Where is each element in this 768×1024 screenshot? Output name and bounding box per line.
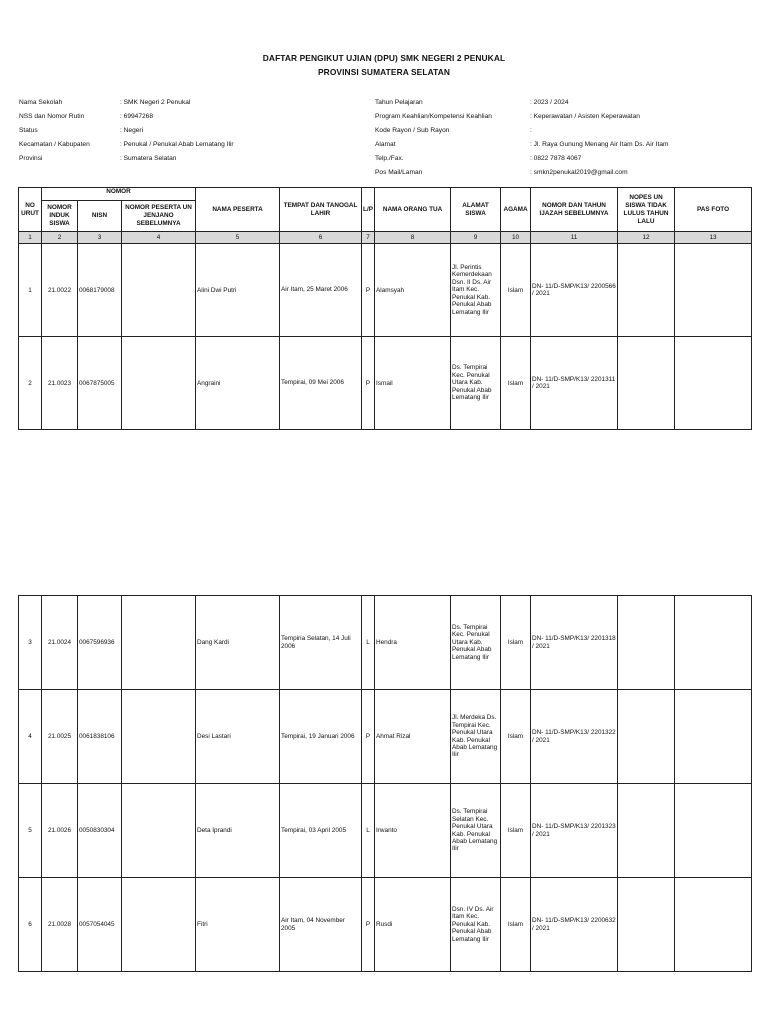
cell-no: 1: [19, 244, 42, 337]
cell-no: 4: [19, 690, 42, 784]
cell-nopes: [618, 784, 675, 878]
info-label: Kode Rayon / Sub Rayon: [375, 127, 450, 134]
document-title: DAFTAR PENGIKUT UJIAN (DPU) SMK NEGERI 2 PENUKAL: [262, 53, 506, 63]
header-nisn: NISN: [78, 201, 122, 232]
cell-ijazah: DN- 11/D-SMP/K13/ 2201311 / 2021: [531, 337, 618, 430]
info-row: [375, 166, 669, 180]
cell-lp: P: [362, 244, 375, 337]
info-row: [375, 110, 669, 124]
cell-peserta-un: [122, 690, 196, 784]
cell-induk: 21.0024: [42, 596, 78, 690]
column-number: 7: [362, 232, 375, 244]
info-row: [375, 96, 669, 110]
column-number: 9: [451, 232, 501, 244]
cell-lp: P: [362, 690, 375, 784]
column-number-row: [19, 232, 752, 244]
cell-nopes: [618, 596, 675, 690]
cell-ortu: Alamsyah: [375, 244, 451, 337]
column-number: 8: [375, 232, 451, 244]
cell-ortu: Irwanto: [375, 784, 451, 878]
cell-pas-foto: [675, 337, 752, 430]
column-number: 3: [78, 232, 122, 244]
info-label: Provinsi: [19, 155, 43, 162]
cell-lp: P: [362, 337, 375, 430]
cell-nama: Alini Dwi Putri: [196, 244, 280, 337]
participant-table-continued: [18, 595, 752, 972]
table-row: [19, 337, 752, 430]
table-row: [19, 784, 752, 878]
cell-alamat: Jl. Merdeka Ds. Tempirai Kec. Penukal Utara Kab. Penukal Abab Lematang Ilir: [451, 690, 501, 784]
info-value: : SMK Negeri 2 Penukal: [120, 99, 191, 106]
header-nama-ortu: NAMA ORANG TUA: [375, 188, 451, 232]
column-number: 11: [531, 232, 618, 244]
info-label: Nama Sekolah: [19, 99, 63, 106]
cell-induk: 21.0025: [42, 690, 78, 784]
column-number: 6: [280, 232, 362, 244]
info-value: : Penukal / Penukal Abab Lematang Ilir: [120, 141, 234, 148]
info-row: [375, 124, 669, 138]
info-value: : smkn2penukal2019@gmail.com: [530, 169, 628, 176]
info-label: NSS dan Nomor Rutin: [19, 113, 85, 120]
column-number: 4: [122, 232, 196, 244]
column-number: 13: [675, 232, 752, 244]
info-label: Pos Mail/Laman: [375, 169, 423, 176]
cell-pas-foto: [675, 596, 752, 690]
cell-induk: 21.0022: [42, 244, 78, 337]
cell-ortu: Rusdi: [375, 878, 451, 972]
info-row: [375, 152, 669, 166]
header-nomor-peserta: NOMOR PESERTA UN JENJANO SEBELUMNYA: [122, 201, 196, 232]
info-row: [19, 110, 234, 124]
cell-nama: Dang Kardi: [196, 596, 280, 690]
cell-alamat: Jl. Perintis Kemerdekaan Dsn. II Ds. Air Itam Kec. Penukal Kab. Penukal Abab Lematang Ilir: [451, 244, 501, 337]
cell-alamat: Ds. Tempirai Selatan Kec. Penukal Utara Kab. Penukal Abab Lematang Ilir: [451, 784, 501, 878]
cell-ttl: Tempirai, 09 Mei 2006: [280, 337, 362, 430]
cell-alamat: Ds. Tempirai Kec. Penukal Utara Kab. Penukal Abab Lematang Ilir: [451, 337, 501, 430]
school-info-right: [375, 96, 669, 180]
cell-pas-foto: [675, 878, 752, 972]
cell-nama: Deta Iprandi: [196, 784, 280, 878]
column-number: 10: [501, 232, 531, 244]
cell-ttl: Air Itam, 04 November 2005: [280, 878, 362, 972]
cell-ortu: Ismail: [375, 337, 451, 430]
header-agama: AGAMA: [501, 188, 531, 232]
cell-ttl: Air Itam, 25 Maret 2006: [280, 244, 362, 337]
cell-no: 5: [19, 784, 42, 878]
header-nomor-induk: NOMOR INDUK SISWA: [42, 201, 78, 232]
cell-pas-foto: [675, 244, 752, 337]
info-value: :: [530, 127, 532, 134]
cell-agama: Islam: [501, 878, 531, 972]
cell-agama: Islam: [501, 690, 531, 784]
table-row: [19, 244, 752, 337]
info-label: Kecamatan / Kabupaten: [19, 141, 90, 148]
cell-ortu: Hendra: [375, 596, 451, 690]
cell-peserta-un: [122, 784, 196, 878]
cell-ttl: Tempirai, 19 Januari 2006: [280, 690, 362, 784]
cell-peserta-un: [122, 337, 196, 430]
cell-agama: Islam: [501, 784, 531, 878]
header-lp: L/P: [362, 188, 375, 232]
info-value: : 2023 / 2024: [530, 99, 569, 106]
cell-nama: Desi Lastari: [196, 690, 280, 784]
cell-pas-foto: [675, 690, 752, 784]
cell-induk: 21.0028: [42, 878, 78, 972]
cell-peserta-un: [122, 244, 196, 337]
header-nama-peserta: NAMA PESERTA: [196, 188, 280, 232]
column-number: 1: [19, 232, 42, 244]
cell-nisn: 0067875005: [78, 337, 122, 430]
cell-nisn: 0067596936: [78, 596, 122, 690]
cell-ijazah: DN- 11/D-SMP/K13/ 2201322 / 2021: [531, 690, 618, 784]
info-label: Telp./Fax.: [375, 155, 404, 162]
info-value: : 69947268: [120, 113, 154, 120]
table-row: [19, 690, 752, 784]
table-row: [19, 878, 752, 972]
cell-lp: L: [362, 596, 375, 690]
participant-table: [18, 187, 752, 430]
info-row: [19, 152, 234, 166]
info-label: Status: [19, 127, 38, 134]
cell-ortu: Ahmat Rizal: [375, 690, 451, 784]
cell-lp: L: [362, 784, 375, 878]
info-value: : Jl. Raya Gunung Menang Air Itam Ds. Air Itam: [530, 141, 669, 148]
school-info-left: [19, 96, 234, 166]
header-alamat: ALAMAT SISWA: [451, 188, 501, 232]
cell-peserta-un: [122, 878, 196, 972]
cell-nopes: [618, 337, 675, 430]
cell-lp: P: [362, 878, 375, 972]
document-subtitle: PROVINSI SUMATERA SELATAN: [317, 67, 450, 77]
cell-peserta-un: [122, 596, 196, 690]
cell-induk: 21.0026: [42, 784, 78, 878]
cell-agama: Islam: [501, 596, 531, 690]
header-nopes: NOPES UN SISWA TIDAK LULUS TAHUN LALU: [618, 188, 675, 232]
cell-ijazah: DN- 11/D-SMP/K13/ 2200632 / 2021: [531, 878, 618, 972]
cell-pas-foto: [675, 784, 752, 878]
cell-ijazah: DN- 11/D-SMP/K13/ 2201323 / 2021: [531, 784, 618, 878]
header-ijazah: NOMOR DAN TAHUN IJAZAH SEBELUMNYA: [531, 188, 618, 232]
info-label: Program Keahlian/Kompetensi Keahlian: [375, 113, 492, 120]
cell-agama: Islam: [501, 337, 531, 430]
cell-ttl: Tempiria Selatan, 14 Juli 2006: [280, 596, 362, 690]
cell-nama: Angraini: [196, 337, 280, 430]
column-number: 12: [618, 232, 675, 244]
cell-alamat: Dsn. IV Ds. Air Itam Kec. Penukal Kab. Penukal Abab Lematang Ilir: [451, 878, 501, 972]
info-label: Alamat: [375, 141, 396, 148]
cell-ttl: Tempirai, 03 April 2005: [280, 784, 362, 878]
cell-nama: Fitri: [196, 878, 280, 972]
info-value: : Keperawatan / Asisten Keperawatan: [530, 113, 640, 120]
cell-nisn: 0061838106: [78, 690, 122, 784]
cell-ijazah: DN- 11/D-SMP/K13/ 2201318 / 2021: [531, 596, 618, 690]
cell-nopes: [618, 244, 675, 337]
header-no-urut: NO URUT: [19, 188, 42, 232]
info-row: [19, 138, 234, 152]
info-row: [19, 124, 234, 138]
cell-nopes: [618, 690, 675, 784]
header-tempat-lahir: TEMPAT DAN TANOGAL LAHIR: [280, 188, 362, 232]
cell-no: 2: [19, 337, 42, 430]
info-value: : Sumatera Selatan: [120, 155, 177, 162]
cell-no: 3: [19, 596, 42, 690]
cell-nopes: [618, 878, 675, 972]
cell-ijazah: DN- 11/D-SMP/K13/ 2200566 / 2021: [531, 244, 618, 337]
header-nomor-group: NOMOR: [42, 188, 196, 201]
cell-nisn: 0057054045: [78, 878, 122, 972]
table-row: [19, 596, 752, 690]
cell-nisn: 0068179008: [78, 244, 122, 337]
column-number: 5: [196, 232, 280, 244]
cell-induk: 21.0023: [42, 337, 78, 430]
info-row: [19, 96, 234, 110]
cell-alamat: Ds. Tempirai Kec. Penukal Utara Kab. Penukal Abab Lematang Ilir: [451, 596, 501, 690]
cell-nisn: 0050830304: [78, 784, 122, 878]
info-label: Tahun Pelajaran: [375, 99, 423, 106]
cell-agama: Islam: [501, 244, 531, 337]
info-row: [375, 138, 669, 152]
column-number: 2: [42, 232, 78, 244]
header-pas-foto: PAS FOTO: [675, 188, 752, 232]
cell-no: 6: [19, 878, 42, 972]
info-value: : 0822 7878 4067: [530, 155, 582, 162]
info-value: : Negeri: [120, 127, 144, 134]
